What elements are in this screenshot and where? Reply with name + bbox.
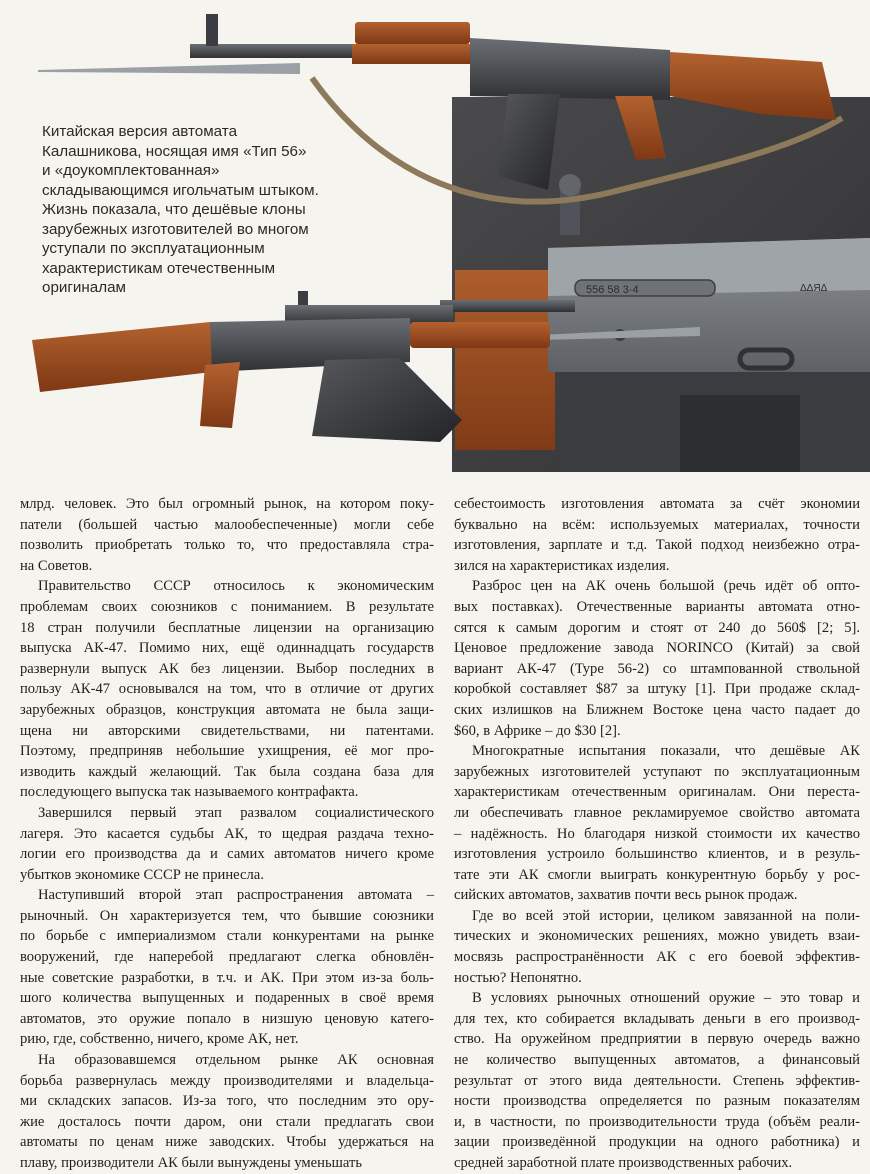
text-line: лагеря. Это касается судьбы АК, то щедрая раздача техно- <box>20 825 434 842</box>
text-line: изготовления, зарплате и т.д. Такой подход неизбежно отра- <box>454 537 860 554</box>
caption-line: Китайская версия автомата <box>42 123 238 140</box>
paragraph <box>20 1050 434 1174</box>
text-line: сятся к самым дорогим и стоят от 240 до 560$ [2; 5]. <box>454 619 860 636</box>
text-line: млрд. человек. Это был огромный рынок, на котором поку- <box>20 496 434 512</box>
text-line: Поэтому, предприняв небольшие ухищрения, её мог про- <box>20 743 434 760</box>
serial-marking: ΔΔЯΔ <box>800 283 828 294</box>
text-line: $60, в Африке – до $30 [2]. <box>454 722 621 739</box>
text-line: патели (большей частью малообеспеченные) могли себе <box>20 516 434 533</box>
text-line: ми складских запасов. Из-за того, что последним это ору- <box>20 1093 434 1110</box>
paragraph <box>20 494 434 576</box>
caption-line: и «доукомплектованная» <box>42 162 220 179</box>
text-line: коробкой составляет $87 за штуку [1]. При продаже склад- <box>454 681 860 698</box>
text-line: ности производства определяется по разным показателям <box>454 1093 860 1110</box>
text-line: на Советов. <box>20 557 93 574</box>
caption-line: зарубежных изготовителей во многом <box>42 220 309 238</box>
text-line: Наступивший второй этап распространения автомата – <box>38 887 434 904</box>
caption-line: оригиналам <box>42 279 126 296</box>
text-line: зарубежных образцов, конструкция автомата не была защи- <box>20 701 434 718</box>
paragraph <box>454 576 860 741</box>
caption-line: характеристикам отечественным <box>42 259 276 277</box>
text-line: Многократные испытания показали, что дешёвые АК <box>472 743 860 760</box>
photo-caption <box>42 122 372 298</box>
caption-line: складывающимся игольчатым штыком. <box>42 181 319 199</box>
text-line: зации произведённой продукции на одного работника) и <box>454 1134 860 1151</box>
text-line: автоматов, это оружие попало в низшую ценовую катего- <box>20 1010 434 1027</box>
text-line: автоматы по ценам ниже заводских. Чтобы удержаться на <box>20 1134 434 1151</box>
text-line: средней заработной плате производственных рабочих. <box>454 1155 793 1171</box>
paragraph <box>20 885 434 1050</box>
text-line: ные советские разработки, в т.ч. и АК. При этом из-за боль- <box>20 969 434 986</box>
text-line: вариант АК-47 (Type 56-2) со штампованной ствольной <box>454 660 860 677</box>
text-line: борьба развернулась между производителями и владельца- <box>20 1072 434 1089</box>
text-line: щена ни авторскими свидетельствами, ни патентами. <box>20 722 434 739</box>
text-line: – надёжность. Но благодаря низкой стоимости их качество <box>454 825 860 842</box>
text-line: и, в частности, по производительности труда (объём реали- <box>454 1113 860 1130</box>
text-line: Завершился первый этап развалом социалистического <box>38 804 434 821</box>
text-line: шого количества выпущенных и подаренных в своё время <box>20 990 434 1007</box>
caption-line: Калашникова, носящая имя «Тип 56» <box>42 142 307 160</box>
text-line: На образовавшемся отдельном рынке АК основная <box>38 1052 434 1069</box>
paragraph <box>454 494 860 576</box>
text-line: последующего выпуска так называемого контрафакта. <box>20 784 359 801</box>
text-line: Правительство СССР относилось к экономическим <box>38 578 434 595</box>
text-line: для тех, кто собирается вкладывать деньги в его производ- <box>454 1010 860 1027</box>
text-line: логии его производства да и самих автоматов ничего кроме <box>20 846 434 863</box>
text-line: выпуска АК-47. Помимо них, ещё одиннадцать государств <box>20 640 434 657</box>
paragraph <box>20 803 434 885</box>
text-line: зарубежных изготовителей уступают по эксплуатационным <box>454 763 860 780</box>
text-line: пользу АК-47 основывался на том, что в отличие от других <box>20 681 434 698</box>
paragraph <box>454 741 860 906</box>
caption-line: Жизнь показала, что дешёвые клоны <box>42 201 306 218</box>
text-line: проблемам своих союзников с пониманием. В результате <box>20 598 434 615</box>
text-line: по борьбе с империализмом стали конкурентами на рынке <box>20 928 434 945</box>
text-line: тате эти АК смогли выиграть конкурентную борьбу у рос- <box>454 866 860 883</box>
text-line: ли обеспечивать главное рекламируемое свойство автомата <box>454 804 860 821</box>
text-line: жие досталось почти даром, они стали предлагать свои <box>20 1113 434 1130</box>
text-line: себестоимость изготовления автомата за счёт экономии <box>454 496 860 512</box>
text-line: характеристикам отечественным оригиналам. Они переста- <box>454 784 860 801</box>
paragraph <box>454 906 860 988</box>
text-line: ностью? Непонятно. <box>454 969 582 986</box>
text-line: Разброс цен на АК очень большой (речь идёт об опто- <box>472 578 860 595</box>
text-column-left <box>20 494 434 1174</box>
text-line: тических и экономических решениях, можно увидеть взаи- <box>454 928 860 945</box>
text-line: убытков экономике СССР не принесла. <box>20 866 264 883</box>
text-line: сийских автоматов, захватив почти весь рынок продаж. <box>454 887 798 904</box>
paragraph <box>454 988 860 1173</box>
text-line: плаву, производители АК были вынуждены уменьшать <box>20 1155 362 1171</box>
text-line: позволить приобретать только то, что предоставляла стра- <box>20 537 434 554</box>
text-line: изводить каждый желающий. Так была создана база для <box>20 763 434 780</box>
text-column-right <box>454 494 860 1174</box>
text-line: рыночный. Он характеризуется тем, что бывшие союзники <box>20 907 434 924</box>
text-line: изготовления устроило большинство клиентов, и в резуль- <box>454 846 860 863</box>
text-line: вых поставках). Отечественные варианты автомата отно- <box>454 598 860 615</box>
text-line: вооружений, где наперебой предлагают слегка обновлён- <box>20 949 434 966</box>
text-line: ство. На оружейном предприятии в первую очередь важно <box>454 1031 860 1048</box>
text-line: зился на характеристиках изделия. <box>454 557 670 574</box>
caption-line: уступали по эксплуатационным <box>42 240 265 257</box>
text-line: буквально на всём: используемых материалах, точности <box>454 516 860 533</box>
paragraph <box>20 576 434 803</box>
text-line: мосвязь распространённости АК с его боевой эффектив- <box>454 949 860 966</box>
text-line: Где во всей этой истории, целиком завязанной на поли- <box>472 907 860 924</box>
text-line: развернули выпуск АК без лицензии. Выбор последних в <box>20 660 434 677</box>
text-line: В условиях рыночных отношений оружие – это товар и <box>472 990 860 1007</box>
text-line: рию, где, собственно, ничего, кроме АК, нет. <box>20 1031 299 1048</box>
text-line: результат от этого вида деятельности. Степень эффектив- <box>454 1072 860 1089</box>
text-line: 18 стран получили бесплатные лицензии на организацию <box>20 619 434 636</box>
text-line: Ценовое предложение завода NORINCO (Китай) за свой <box>454 640 860 657</box>
text-line: не количество выпущенных автоматов, а финансовый <box>454 1052 860 1069</box>
receiver-stamp: 556 58 3·4 <box>586 284 639 296</box>
text-line: ских излишков на Ближнем Востоке цена часто падает до <box>454 701 860 718</box>
